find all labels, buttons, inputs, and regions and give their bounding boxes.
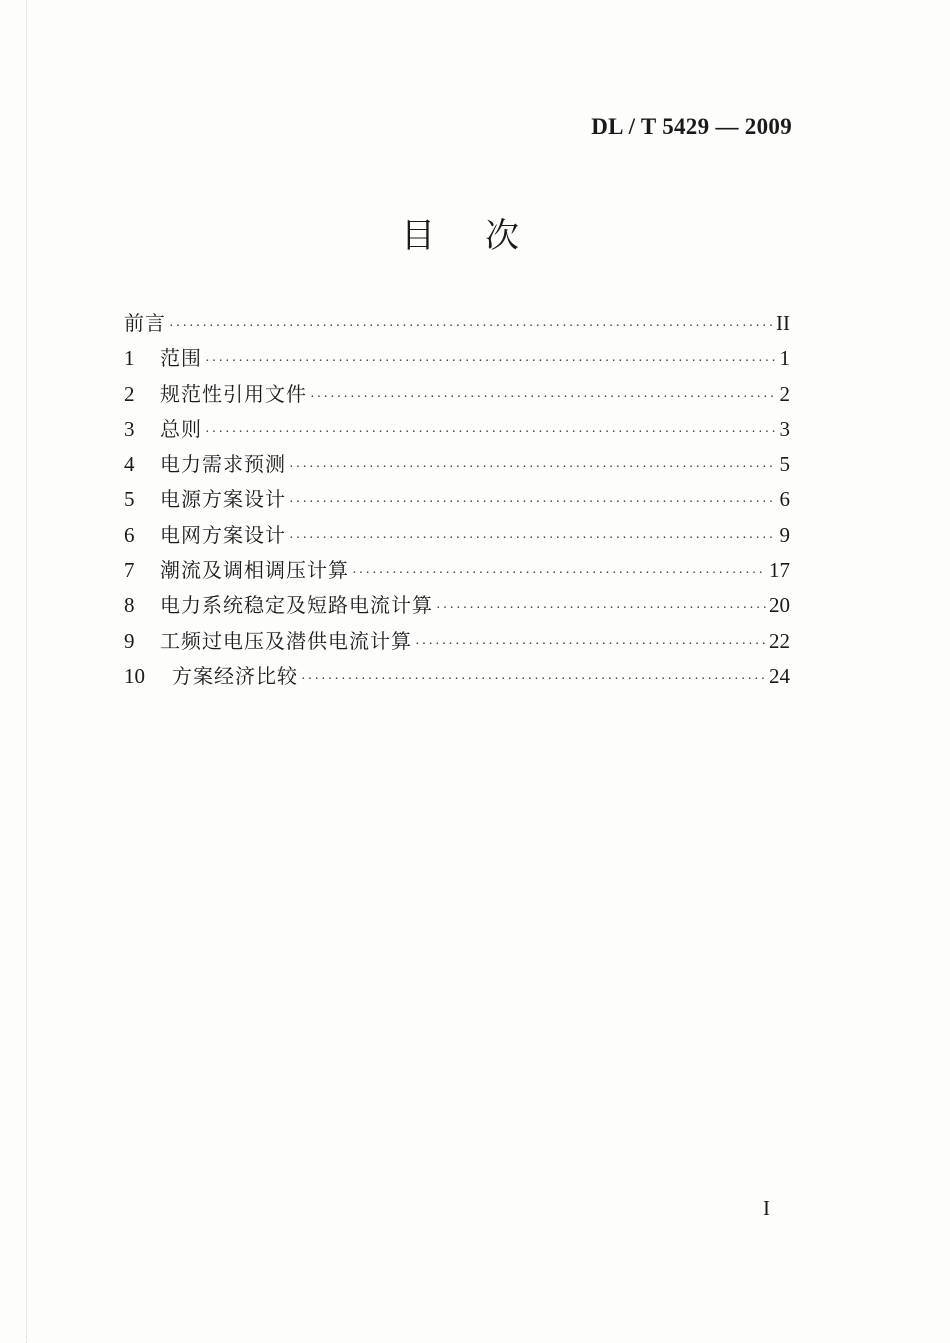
- dot-leader: [289, 450, 777, 485]
- toc-entry-8[interactable]: [124, 588, 790, 623]
- toc-entry-number: 3: [124, 416, 135, 441]
- toc-entry-10[interactable]: [124, 659, 790, 694]
- scan-edge-line: [26, 0, 27, 1343]
- toc-entry-4[interactable]: [124, 447, 790, 482]
- toc-entry-label: 电力需求预测: [160, 452, 286, 477]
- toc-entry-9[interactable]: [124, 624, 790, 659]
- toc-entry-number: 8: [124, 593, 135, 618]
- toc-entry-page: 2: [779, 381, 790, 406]
- toc-entry-label: 方案经济比较: [172, 663, 298, 688]
- toc-entry-6[interactable]: [124, 518, 790, 553]
- dot-leader: [205, 344, 777, 379]
- table-of-contents: [124, 306, 790, 694]
- toc-title: 目次: [401, 216, 569, 256]
- dot-leader: [352, 556, 766, 591]
- dot-leader: [301, 662, 766, 697]
- toc-entry-label: 规范性引用文件: [160, 381, 307, 406]
- toc-entry-label: 工频过电压及潜供电流计算: [160, 628, 412, 653]
- dot-leader: [436, 591, 766, 626]
- dot-leader: [310, 380, 777, 415]
- toc-entry-label: 电力系统稳定及短路电流计算: [160, 593, 433, 618]
- toc-entry-number: 9: [124, 628, 135, 653]
- toc-entry-label: 范围: [160, 346, 202, 371]
- toc-entry-number: 10: [124, 663, 145, 688]
- page-number: I: [763, 1196, 770, 1220]
- toc-entry-page: 9: [779, 522, 790, 547]
- dot-leader: [415, 627, 766, 662]
- toc-entry-label: 总则: [160, 416, 202, 441]
- toc-entry-page: 3: [779, 416, 790, 441]
- dot-leader: [205, 415, 777, 450]
- toc-entry-page: 20: [769, 593, 790, 618]
- toc-entry-page: 5: [779, 452, 790, 477]
- toc-entry-page: 6: [779, 487, 790, 512]
- toc-entry-number: 7: [124, 558, 135, 583]
- toc-entry-preface[interactable]: [124, 306, 790, 341]
- toc-entry-5[interactable]: [124, 482, 790, 517]
- toc-entry-number: 2: [124, 381, 135, 406]
- toc-entry-page: 24: [769, 663, 790, 688]
- toc-entry-label: 潮流及调相调压计算: [160, 558, 349, 583]
- toc-entry-label: 前言: [124, 311, 166, 335]
- dot-leader: [289, 521, 777, 556]
- toc-entry-page: 1: [779, 346, 790, 371]
- toc-entry-number: 4: [124, 452, 135, 477]
- toc-entry-2[interactable]: [124, 377, 790, 412]
- toc-entry-label: 电源方案设计: [160, 487, 286, 512]
- toc-entry-number: 1: [124, 346, 135, 371]
- toc-entry-page: II: [776, 311, 790, 335]
- toc-entry-label: 电网方案设计: [160, 522, 286, 547]
- toc-entry-number: 6: [124, 522, 135, 547]
- toc-entry-page: 17: [769, 558, 790, 583]
- dot-leader: [169, 309, 773, 344]
- toc-entry-7[interactable]: [124, 553, 790, 588]
- standard-code: DL / T 5429 — 2009: [591, 114, 792, 139]
- toc-entry-3[interactable]: [124, 412, 790, 447]
- toc-entry-1[interactable]: [124, 341, 790, 376]
- toc-entry-page: 22: [769, 628, 790, 653]
- toc-entry-number: 5: [124, 487, 135, 512]
- dot-leader: [289, 485, 777, 520]
